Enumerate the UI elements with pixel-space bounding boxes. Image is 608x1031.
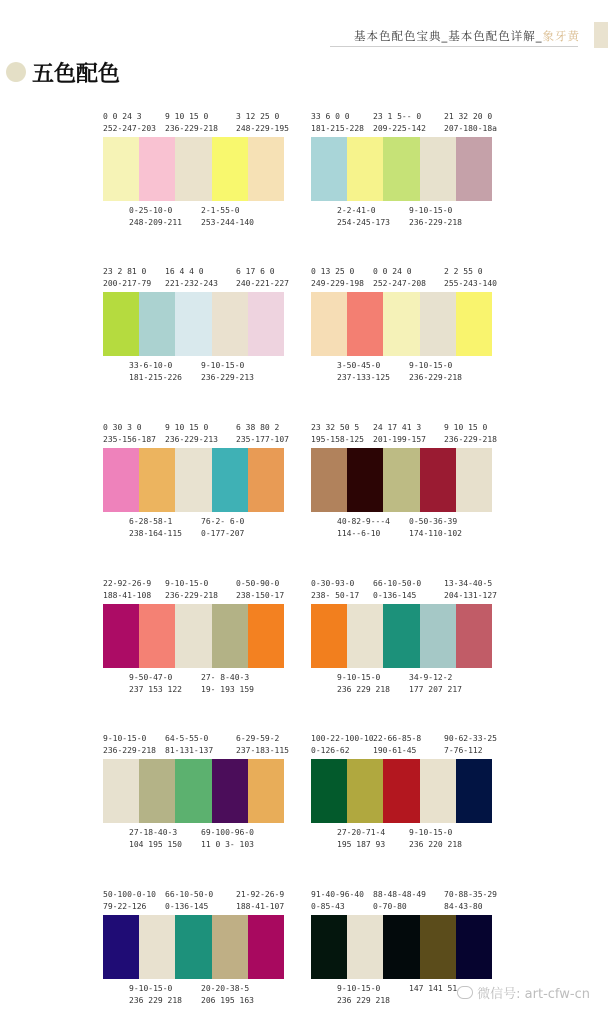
cmyk-value: 23 1 5-- 0	[373, 112, 422, 121]
cmyk-value: 22-92-26-9	[103, 579, 152, 588]
color-swatch	[139, 604, 175, 668]
palette-card	[311, 422, 497, 564]
swatch-row	[103, 915, 284, 979]
palette-codes-top	[311, 889, 497, 915]
color-code	[129, 205, 182, 229]
rgb-value: 235-156-187	[103, 435, 156, 444]
color-code	[129, 672, 182, 696]
rgb-value: 0-177-207	[201, 529, 245, 538]
color-swatch	[347, 915, 383, 979]
color-swatch	[311, 292, 347, 356]
color-code	[373, 266, 426, 290]
wechat-icon	[457, 986, 473, 999]
palette-card	[103, 422, 289, 564]
color-swatch	[212, 137, 248, 201]
cmyk-value: 0-25-10-0	[129, 206, 173, 215]
rgb-value: 236 229 218	[337, 685, 390, 694]
rgb-value: 0-126-62	[311, 746, 350, 755]
color-swatch	[175, 448, 211, 512]
color-swatch	[347, 292, 383, 356]
rgb-value: 236-229-213	[165, 435, 218, 444]
rgb-value: 181-215-226	[129, 373, 182, 382]
rgb-value: 237-133-125	[337, 373, 390, 382]
rgb-value: 190-61-45	[373, 746, 417, 755]
color-code	[409, 672, 462, 696]
rgb-value: 236 220 218	[409, 840, 462, 849]
rgb-value: 79-22-126	[103, 902, 147, 911]
cmyk-value: 2-2-41-0	[337, 206, 376, 215]
color-swatch	[139, 448, 175, 512]
cmyk-value: 0-50-36-39	[409, 517, 458, 526]
color-swatch	[347, 448, 383, 512]
color-code	[103, 733, 156, 757]
color-code	[165, 111, 218, 135]
palette-codes-bottom	[103, 672, 284, 702]
color-code	[165, 578, 218, 602]
cmyk-value: 0 0 24 0	[373, 267, 412, 276]
rgb-value: 237-183-115	[236, 746, 289, 755]
palette-codes-top	[311, 422, 497, 448]
cmyk-value: 66-10-50-0	[165, 890, 214, 899]
palette-card	[103, 578, 284, 720]
cmyk-value: 64-5-55-0	[165, 734, 209, 743]
color-code	[201, 983, 254, 1007]
color-swatch	[175, 915, 211, 979]
swatch-row	[103, 137, 284, 201]
page-header-title	[354, 28, 580, 44]
color-swatch	[347, 604, 383, 668]
rgb-value: 235-177-107	[236, 435, 289, 444]
color-swatch	[175, 292, 211, 356]
swatch-row	[103, 448, 284, 512]
color-code	[373, 733, 421, 757]
color-code	[236, 889, 284, 913]
rgb-value: 19- 193 159	[201, 685, 254, 694]
swatch-row	[311, 604, 492, 668]
color-code	[236, 733, 289, 757]
rgb-value: 11 0 3- 103	[201, 840, 254, 849]
rgb-value: 236-229-218	[409, 373, 462, 382]
color-code	[373, 111, 426, 135]
rgb-value: 147 141 51	[409, 984, 458, 993]
rgb-value: 236-229-218	[103, 746, 156, 755]
palette-codes-top	[103, 111, 289, 137]
color-code	[409, 516, 462, 540]
color-swatch	[311, 759, 347, 823]
palette-codes-bottom	[103, 516, 284, 546]
cmyk-value: 2-1-55-0	[201, 206, 240, 215]
cmyk-value: 90-62-33-25	[444, 734, 497, 743]
color-swatch	[383, 604, 419, 668]
color-code	[165, 733, 213, 757]
color-code	[409, 827, 462, 851]
color-code	[165, 266, 218, 290]
cmyk-value: 34-9-12-2	[409, 673, 453, 682]
color-swatch	[311, 915, 347, 979]
rgb-value: 236-229-218	[165, 124, 218, 133]
color-swatch	[420, 759, 456, 823]
color-code	[165, 422, 218, 446]
rgb-value: 236 229 218	[129, 996, 182, 1005]
color-code	[444, 111, 497, 135]
color-code	[409, 205, 462, 229]
color-swatch	[383, 915, 419, 979]
rgb-value: 236 229 218	[337, 996, 390, 1005]
cmyk-value: 6 17 6 0	[236, 267, 275, 276]
palette-card	[103, 733, 289, 875]
palette-codes-bottom	[311, 827, 492, 857]
color-swatch	[347, 759, 383, 823]
color-swatch	[103, 759, 139, 823]
color-swatch	[103, 292, 139, 356]
palette-card	[103, 266, 289, 408]
color-code	[201, 827, 254, 851]
cmyk-value: 9-10-15-0	[103, 734, 147, 743]
swatch-row	[103, 292, 284, 356]
color-swatch	[175, 137, 211, 201]
color-swatch	[212, 292, 248, 356]
color-swatch	[103, 448, 139, 512]
color-swatch	[420, 604, 456, 668]
color-swatch	[212, 604, 248, 668]
palette-codes-bottom	[311, 360, 492, 390]
color-swatch	[420, 292, 456, 356]
color-swatch	[248, 604, 284, 668]
watermark-text: 微信号: art-cfw-cn	[477, 987, 590, 1002]
rgb-value: 200-217-79	[103, 279, 152, 288]
rgb-value: 0-136-145	[373, 591, 417, 600]
palette-codes-bottom	[311, 672, 492, 702]
color-code	[129, 360, 182, 384]
cmyk-value: 0 13 25 0	[311, 267, 355, 276]
color-code	[236, 111, 289, 135]
section-title: 五色配色	[32, 62, 121, 87]
section-bullet-icon	[6, 62, 26, 82]
rgb-value: 238-164-115	[129, 529, 182, 538]
rgb-value: 188-41-108	[103, 591, 152, 600]
rgb-value: 248-209-211	[129, 218, 182, 227]
cmyk-value: 13-34-40-5	[444, 579, 493, 588]
rgb-value: 221-232-243	[165, 279, 218, 288]
color-swatch	[175, 604, 211, 668]
color-code	[311, 578, 359, 602]
color-code	[129, 983, 182, 1007]
cmyk-value: 76-2- 6-0	[201, 517, 245, 526]
palette-codes-top	[311, 733, 497, 759]
header-title-highlight: 象牙黄	[542, 29, 580, 43]
palette-card	[311, 578, 497, 720]
color-swatch	[347, 137, 383, 201]
color-swatch	[456, 604, 492, 668]
cmyk-value: 0 0 24 3	[103, 112, 142, 121]
swatch-row	[103, 604, 284, 668]
cmyk-value: 9 10 15 0	[444, 423, 488, 432]
rgb-value: 104 195 150	[129, 840, 182, 849]
color-code	[311, 422, 364, 446]
color-swatch	[383, 292, 419, 356]
cmyk-value: 23 2 81 0	[103, 267, 147, 276]
color-swatch	[139, 137, 175, 201]
rgb-value: 237 153 122	[129, 685, 182, 694]
cmyk-value: 0-50-90-0	[236, 579, 280, 588]
swatch-row	[103, 759, 284, 823]
color-code	[236, 266, 289, 290]
color-swatch	[175, 759, 211, 823]
color-swatch	[103, 915, 139, 979]
cmyk-value: 6-28-58-1	[129, 517, 173, 526]
cmyk-value: 2 2 55 0	[444, 267, 483, 276]
cmyk-value: 9-10-15-0	[409, 828, 453, 837]
rgb-value: 209-225-142	[373, 124, 426, 133]
rgb-value: 195 187 93	[337, 840, 386, 849]
color-swatch	[311, 137, 347, 201]
cmyk-value: 6 38 80 2	[236, 423, 280, 432]
color-swatch	[420, 915, 456, 979]
cmyk-value: 70-88-35-29	[444, 890, 497, 899]
palette-codes-top	[311, 111, 497, 137]
rgb-value: 252-247-203	[103, 124, 156, 133]
palette-codes-top	[103, 422, 289, 448]
color-code	[201, 360, 254, 384]
color-code	[444, 266, 497, 290]
cmyk-value: 9 10 15 0	[165, 423, 209, 432]
color-swatch	[311, 604, 347, 668]
color-code	[409, 360, 462, 384]
color-swatch	[456, 292, 492, 356]
swatch-row	[311, 137, 492, 201]
header-title-main: 基本色配色宝典_基本色配色详解_	[354, 29, 543, 43]
color-swatch	[420, 137, 456, 201]
color-code	[103, 266, 151, 290]
color-code	[103, 889, 156, 913]
color-swatch	[139, 759, 175, 823]
rgb-value: 114--6-10	[337, 529, 381, 538]
palette-codes-bottom	[103, 983, 284, 1013]
rgb-value: 240-221-227	[236, 279, 289, 288]
color-code	[337, 827, 385, 851]
rgb-value: 195-158-125	[311, 435, 364, 444]
color-code	[129, 516, 182, 540]
palette-card	[311, 111, 497, 253]
cmyk-value: 9 10 15 0	[165, 112, 209, 121]
color-swatch	[139, 292, 175, 356]
cmyk-value: 9-10-15-0	[129, 984, 173, 993]
cmyk-value: 9-10-15-0	[201, 361, 245, 370]
cmyk-value: 100-22-100-10	[311, 734, 374, 743]
rgb-value: 81-131-137	[165, 746, 214, 755]
cmyk-value: 9-10-15-0	[409, 206, 453, 215]
rgb-value: 248-229-195	[236, 124, 289, 133]
rgb-value: 238- 50-17	[311, 591, 360, 600]
color-swatch	[212, 915, 248, 979]
color-swatch	[383, 137, 419, 201]
cmyk-value: 3 12 25 0	[236, 112, 280, 121]
cmyk-value: 33 6 0 0	[311, 112, 350, 121]
color-code	[236, 578, 284, 602]
palette-codes-top	[103, 733, 289, 759]
palette-codes-top	[103, 578, 284, 604]
color-code	[373, 578, 421, 602]
palette-card	[311, 889, 497, 1031]
color-swatch	[456, 759, 492, 823]
swatch-row	[311, 915, 492, 979]
cmyk-value: 69-100-96-0	[201, 828, 254, 837]
cmyk-value: 22-66-85-8	[373, 734, 422, 743]
cmyk-value: 66-10-50-0	[373, 579, 422, 588]
color-code	[444, 733, 497, 757]
cmyk-value: 0 30 3 0	[103, 423, 142, 432]
color-swatch	[103, 137, 139, 201]
rgb-value: 0-136-145	[165, 902, 209, 911]
color-swatch	[248, 292, 284, 356]
cmyk-value: 27-18-40-3	[129, 828, 178, 837]
cmyk-value: 27-20-71-4	[337, 828, 386, 837]
rgb-value: 252-247-208	[373, 279, 426, 288]
color-swatch	[420, 448, 456, 512]
swatch-row	[311, 759, 492, 823]
cmyk-value: 9-10-15-0	[337, 984, 381, 993]
cmyk-value: 33-6-10-0	[129, 361, 173, 370]
color-code	[337, 205, 390, 229]
cmyk-value: 21 32 20 0	[444, 112, 493, 121]
color-swatch	[456, 915, 492, 979]
swatch-row	[311, 448, 492, 512]
color-swatch	[248, 759, 284, 823]
cmyk-value: 40-82-9---4	[337, 517, 390, 526]
cmyk-value: 91-40-96-40	[311, 890, 364, 899]
cmyk-value: 24 17 41 3	[373, 423, 422, 432]
rgb-value: 207-180-18a	[444, 124, 497, 133]
rgb-value: 201-199-157	[373, 435, 426, 444]
rgb-value: 206 195 163	[201, 996, 254, 1005]
cmyk-value: 16 4 4 0	[165, 267, 204, 276]
rgb-value: 236-229-218	[165, 591, 218, 600]
color-code	[444, 889, 497, 913]
rgb-value: 236-229-213	[201, 373, 254, 382]
rgb-value: 188-41-107	[236, 902, 285, 911]
rgb-value: 249-229-198	[311, 279, 364, 288]
color-code	[337, 516, 390, 540]
color-code	[201, 672, 254, 696]
color-code	[129, 827, 182, 851]
palette-codes-top	[311, 266, 497, 292]
color-code	[103, 111, 156, 135]
palette-codes-bottom	[103, 360, 284, 390]
color-swatch	[212, 448, 248, 512]
rgb-value: 0-70-80	[373, 902, 407, 911]
palette-card	[311, 266, 497, 408]
palette-codes-top	[103, 266, 289, 292]
color-code	[103, 578, 151, 602]
rgb-value: 7-76-112	[444, 746, 483, 755]
color-swatch	[311, 448, 347, 512]
color-code	[311, 889, 364, 913]
color-swatch	[248, 137, 284, 201]
color-code	[444, 422, 497, 446]
rgb-value: 255-243-140	[444, 279, 497, 288]
cmyk-value: 6-29-59-2	[236, 734, 280, 743]
cmyk-value: 9-10-15-0	[165, 579, 209, 588]
color-code	[165, 889, 213, 913]
watermark	[457, 983, 590, 1002]
cmyk-value: 88-48-48-49	[373, 890, 426, 899]
palette-codes-bottom	[103, 827, 284, 857]
palette-card	[103, 111, 289, 253]
color-code	[337, 360, 390, 384]
color-code	[337, 672, 390, 696]
palette-card	[103, 889, 284, 1031]
cmyk-value: 3-50-45-0	[337, 361, 381, 370]
color-code	[201, 516, 244, 540]
color-swatch	[383, 448, 419, 512]
rgb-value: 84-43-80	[444, 902, 483, 911]
palette-codes-bottom	[103, 205, 284, 235]
color-swatch	[212, 759, 248, 823]
rgb-value: 254-245-173	[337, 218, 390, 227]
color-code	[373, 422, 426, 446]
color-swatch	[456, 448, 492, 512]
cmyk-value: 23 32 50 5	[311, 423, 360, 432]
color-code	[103, 422, 156, 446]
cmyk-value: 0-30-93-0	[311, 579, 355, 588]
color-code	[236, 422, 289, 446]
rgb-value: 177 207 217	[409, 685, 462, 694]
cmyk-value: 9-50-47-0	[129, 673, 173, 682]
palette-card	[311, 733, 497, 875]
color-swatch	[139, 915, 175, 979]
color-code	[444, 578, 497, 602]
color-code	[337, 983, 390, 1007]
palette-codes-bottom	[311, 205, 492, 235]
header-divider	[330, 46, 578, 47]
rgb-value: 181-215-228	[311, 124, 364, 133]
rgb-value: 253-244-140	[201, 218, 254, 227]
rgb-value: 236-229-218	[409, 218, 462, 227]
color-code	[409, 983, 457, 995]
rgb-value: 0-85-43	[311, 902, 345, 911]
rgb-value: 204-131-127	[444, 591, 497, 600]
color-code	[311, 733, 374, 757]
color-swatch	[383, 759, 419, 823]
cmyk-value: 50-100-0-10	[103, 890, 156, 899]
palette-codes-bottom	[311, 516, 492, 546]
cmyk-value: 27- 8-40-3	[201, 673, 250, 682]
header-accent-bar	[594, 22, 608, 48]
color-code	[311, 266, 364, 290]
color-code	[201, 205, 254, 229]
cmyk-value: 9-10-15-0	[337, 673, 381, 682]
color-code	[373, 889, 426, 913]
color-swatch	[248, 448, 284, 512]
cmyk-value: 9-10-15-0	[409, 361, 453, 370]
palette-codes-top	[311, 578, 497, 604]
color-swatch	[103, 604, 139, 668]
rgb-value: 238-150-17	[236, 591, 285, 600]
swatch-row	[311, 292, 492, 356]
color-swatch	[248, 915, 284, 979]
rgb-value: 174-110-102	[409, 529, 462, 538]
cmyk-value: 21-92-26-9	[236, 890, 285, 899]
color-code	[311, 111, 364, 135]
cmyk-value: 20-20-38-5	[201, 984, 250, 993]
rgb-value: 236-229-218	[444, 435, 497, 444]
color-swatch	[456, 137, 492, 201]
palette-codes-top	[103, 889, 284, 915]
